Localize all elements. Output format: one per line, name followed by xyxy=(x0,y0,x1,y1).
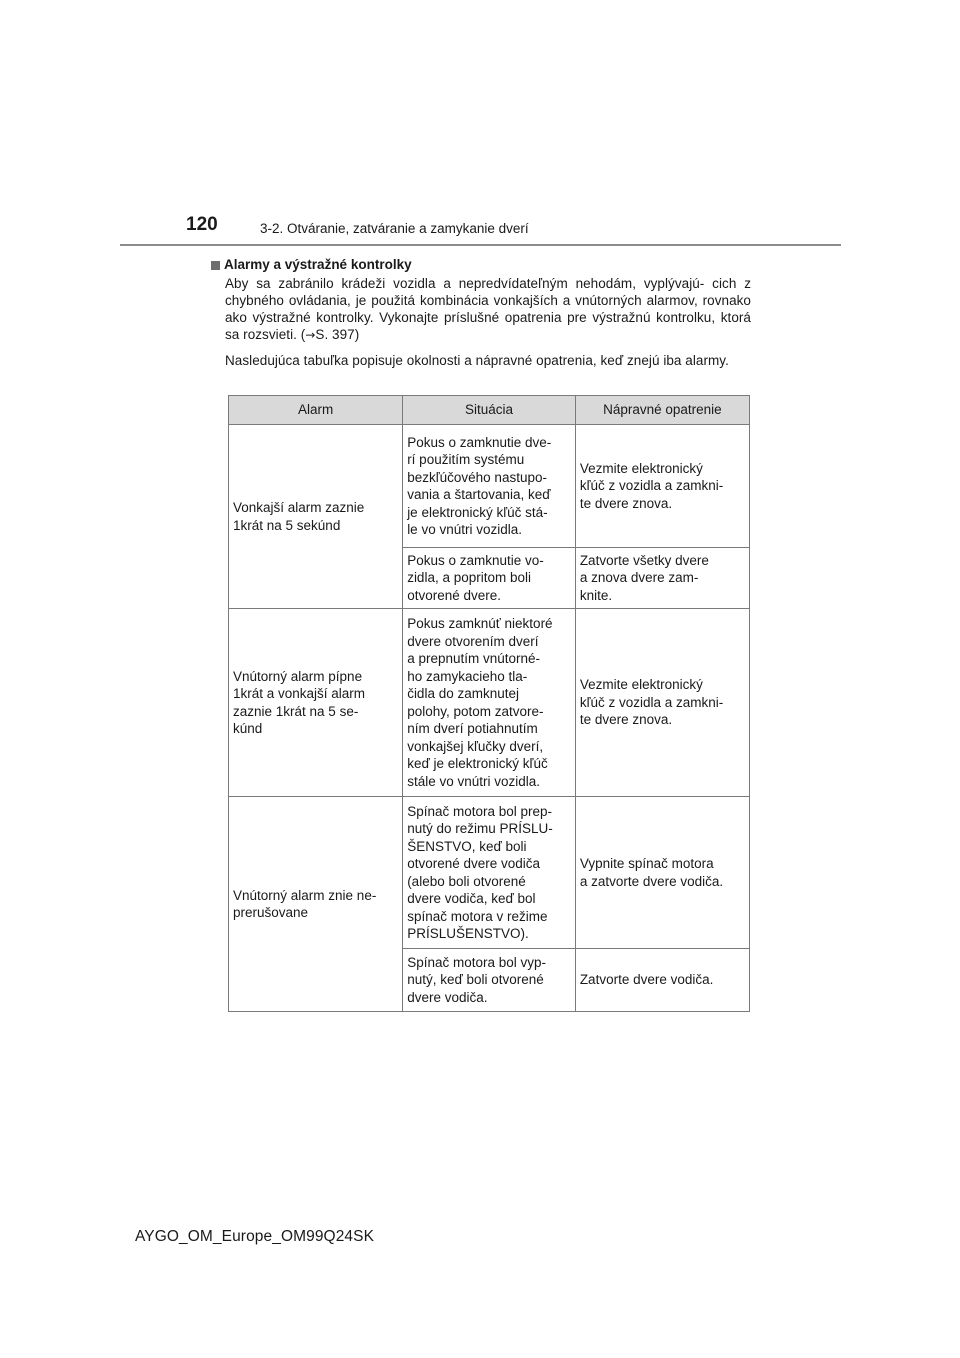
alarm-table xyxy=(228,395,750,1012)
page-number: 120 xyxy=(186,214,218,235)
remedy-cell: Zatvorte dvere vodiča. xyxy=(575,949,749,1012)
section-heading xyxy=(211,256,751,274)
section-heading-text: Alarmy a výstražné kontrolky xyxy=(224,257,412,272)
table-intro-paragraph: Nasledujúca tabuľka popisuje okolnosti a nápravné opatrenia, keď znejú iba alarmy. xyxy=(225,353,729,368)
page-reference-link[interactable]: S. 397) xyxy=(315,327,360,342)
alarms-section xyxy=(211,256,751,369)
header-situation: Situácia xyxy=(403,396,576,425)
remedy-cell: Vezmite elektronický kľúč z vozidla a zamkni- te dvere znova. xyxy=(575,609,749,797)
alarm-cell: Vonkajší alarm zaznie 1krát na 5 sekúnd xyxy=(229,425,403,609)
table-header-row xyxy=(229,396,750,425)
table-row xyxy=(229,609,750,797)
chapter-title: 3-2. Otváranie, zatváranie a zamykanie dverí xyxy=(260,221,529,236)
remedy-cell: Vypnite spínač motora a zatvorte dvere vodiča. xyxy=(575,797,749,949)
square-bullet-icon xyxy=(211,261,220,270)
situation-cell: Spínač motora bol vyp- nutý, keď boli otvorené dvere vodiča. xyxy=(403,949,576,1012)
alarm-cell: Vnútorný alarm znie ne- prerušovane xyxy=(229,797,403,1012)
situation-cell: Pokus o zamknutie vo- zidla, a popritom boli otvorené dvere. xyxy=(403,548,576,609)
document-code: AYGO_OM_Europe_OM99Q24SK xyxy=(135,1228,375,1245)
table-row xyxy=(229,425,750,548)
remedy-cell: Vezmite elektronický kľúč z vozidla a zamkni- te dvere znova. xyxy=(575,425,749,548)
intro-paragraph-text: Aby sa zabránilo krádeži vozidla a nepredvídateľným nehodám, vyplývajú- cich z chybného ovládania, je použitá kombinácia vonkajších a vnútorných alarmov, rovnako ako výstražné kontrolky. Vykonajte príslušné opatrenia pre výstražnú kontrolku, ktorá sa rozsvieti. ( xyxy=(225,276,751,342)
header-divider xyxy=(120,244,841,246)
intro-paragraph xyxy=(225,275,751,344)
alarm-cell: Vnútorný alarm pípne 1krát a vonkajší alarm zaznie 1krát na 5 se- kúnd xyxy=(229,609,403,797)
table-row xyxy=(229,797,750,949)
situation-cell: Spínač motora bol prep- nutý do režimu PRÍSLU- ŠENSTVO, keď boli otvorené dvere vodiča (alebo boli otvorené dvere vodiča, keď bol spínač motora v režime PRÍSLUŠENSTVO). xyxy=(403,797,576,949)
header-remedy: Nápravné opatrenie xyxy=(575,396,749,425)
situation-cell: Pokus zamknúť niektoré dvere otvorením dverí a prepnutím vnútorné- ho zamykacieho tla- čidla do zamknutej polohy, potom zatvore- ním dverí potiahnutím vonkajšej kľučky dverí, keď je elektronický kľúč stále vo vnútri vozidla. xyxy=(403,609,576,797)
situation-cell: Pokus o zamknutie dve- rí použitím systému bezkľúčového nastupo- vania a štartovania, keď je elektronický kľúč stá- le vo vnútri vozidla. xyxy=(403,425,576,548)
arrow-right-icon: → xyxy=(305,328,316,342)
remedy-cell: Zatvorte všetky dvere a znova dvere zam- knite. xyxy=(575,548,749,609)
header-alarm: Alarm xyxy=(229,396,403,425)
